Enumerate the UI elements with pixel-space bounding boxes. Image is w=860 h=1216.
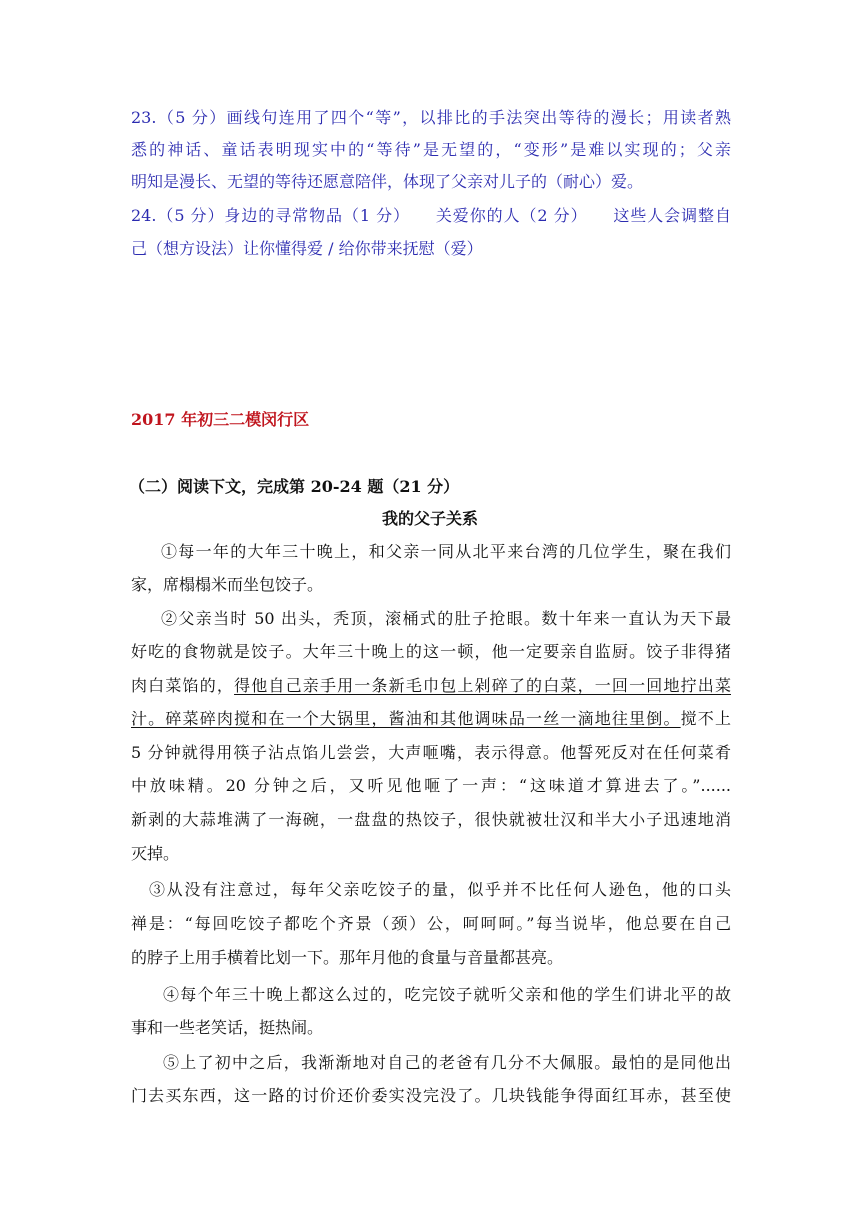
paragraph-5-line-2: 门去买东西，这一路的讨价还价委实没完没了。几块钱能争得面红耳赤，甚至使 [131,1086,731,1105]
paragraph-5-line-1: ⑤上了初中之后，我渐渐地对自己的老爸有几分不大佩服。最怕的是同他出 [163,1053,731,1072]
paragraph-3-line-1: ③从没有注意过，每年父亲吃饺子的量，似乎并不比任何人逊色，他的口头 [149,880,731,899]
paragraph-2-line-2: 好吃的食物就是饺子。大年三十晚上的这一顿，他一定要亲自监厨。饺子非得猪 [131,642,731,661]
paragraph-2-line-8: 灭掉。 [131,844,180,863]
article-title: 我的父子关系 [381,509,478,528]
underlined-sentence-part-1: 得他自己亲手用一条新毛巾包上剁碎了的白菜，一回一回地拧出菜 [234,676,731,695]
paragraph-4-line-1: ④每个年三十晚上都这么过的，吃完饺子就听父亲和他的学生们讲北平的故 [163,985,731,1004]
paragraph-1-line-1: ①每一年的大年三十晚上，和父亲一同从北平来台湾的几位学生，聚在我们 [161,542,731,561]
answer-24-line-2: 己（想方设法）让你懂得爱 / 给你带来抚慰（爱） [131,239,483,258]
paragraph-3-line-3: 的脖子上用手横着比划一下。那年月他的食量与音量都甚亮。 [131,948,564,967]
paragraph-1-line-2: 家，席榻榻米而坐包饺子。 [131,575,324,594]
paragraph-2-line-3 [131,676,731,696]
section-title: 2017 年初三二模闵行区 [131,410,310,429]
paragraph-2-line-4 [131,709,731,729]
paragraph-2-line-7: 新剥的大蒜堆满了一海碗，一盘盘的热饺子，很快就被壮汉和半大小子迅速地消 [131,810,731,829]
answer-23-line-3: 明知是漫长、无望的等待还愿意陪伴，体现了父亲对儿子的（耐心）爱。 [131,172,644,191]
paragraph-2-line-3-plain: 肉白菜馅的， [131,676,235,695]
paragraph-2-line-5: 5 分钟就得用筷子沾点馅儿尝尝，大声咂嘴，表示得意。他誓死反对在任何菜肴 [131,743,731,762]
paragraph-3-line-2: 禅是：“每回吃饺子都吃个齐景（颈）公，呵呵呵。”每当说毕，他总要在自己 [131,914,731,933]
paragraph-2-line-4-plain: 搅不上 [680,709,731,728]
answer-23-line-2: 悉的神话、童话表明现实中的“等待”是无望的，“变形”是难以实现的；父亲 [131,140,731,159]
paragraph-2-line-6: 中放味精。20 分钟之后，又听见他咂了一声：“这味道才算进去了。”...... [131,776,731,795]
underlined-sentence-part-2: 汁。碎菜碎肉搅和在一个大锅里，酱油和其他调味品一丝一滴地往里倒。 [131,709,681,728]
answer-23-line-1: 23.（5 分）画线句连用了四个“等”，以排比的手法突出等待的漫长；用读者熟 [131,108,731,127]
reading-instruction: （二）阅读下文，完成第 20-24 题（21 分） [129,477,460,496]
paragraph-2-line-1: ②父亲当时 50 出头，秃顶，滚桶式的肚子抢眼。数十年来一直认为天下最 [161,609,731,628]
answer-24-line-1: 24.（5 分）身边的寻常物品（1 分） 关爱你的人（2 分） 这些人会调整自 [131,206,731,225]
paragraph-4-line-2: 事和一些老笑话，挺热闹。 [131,1018,324,1037]
